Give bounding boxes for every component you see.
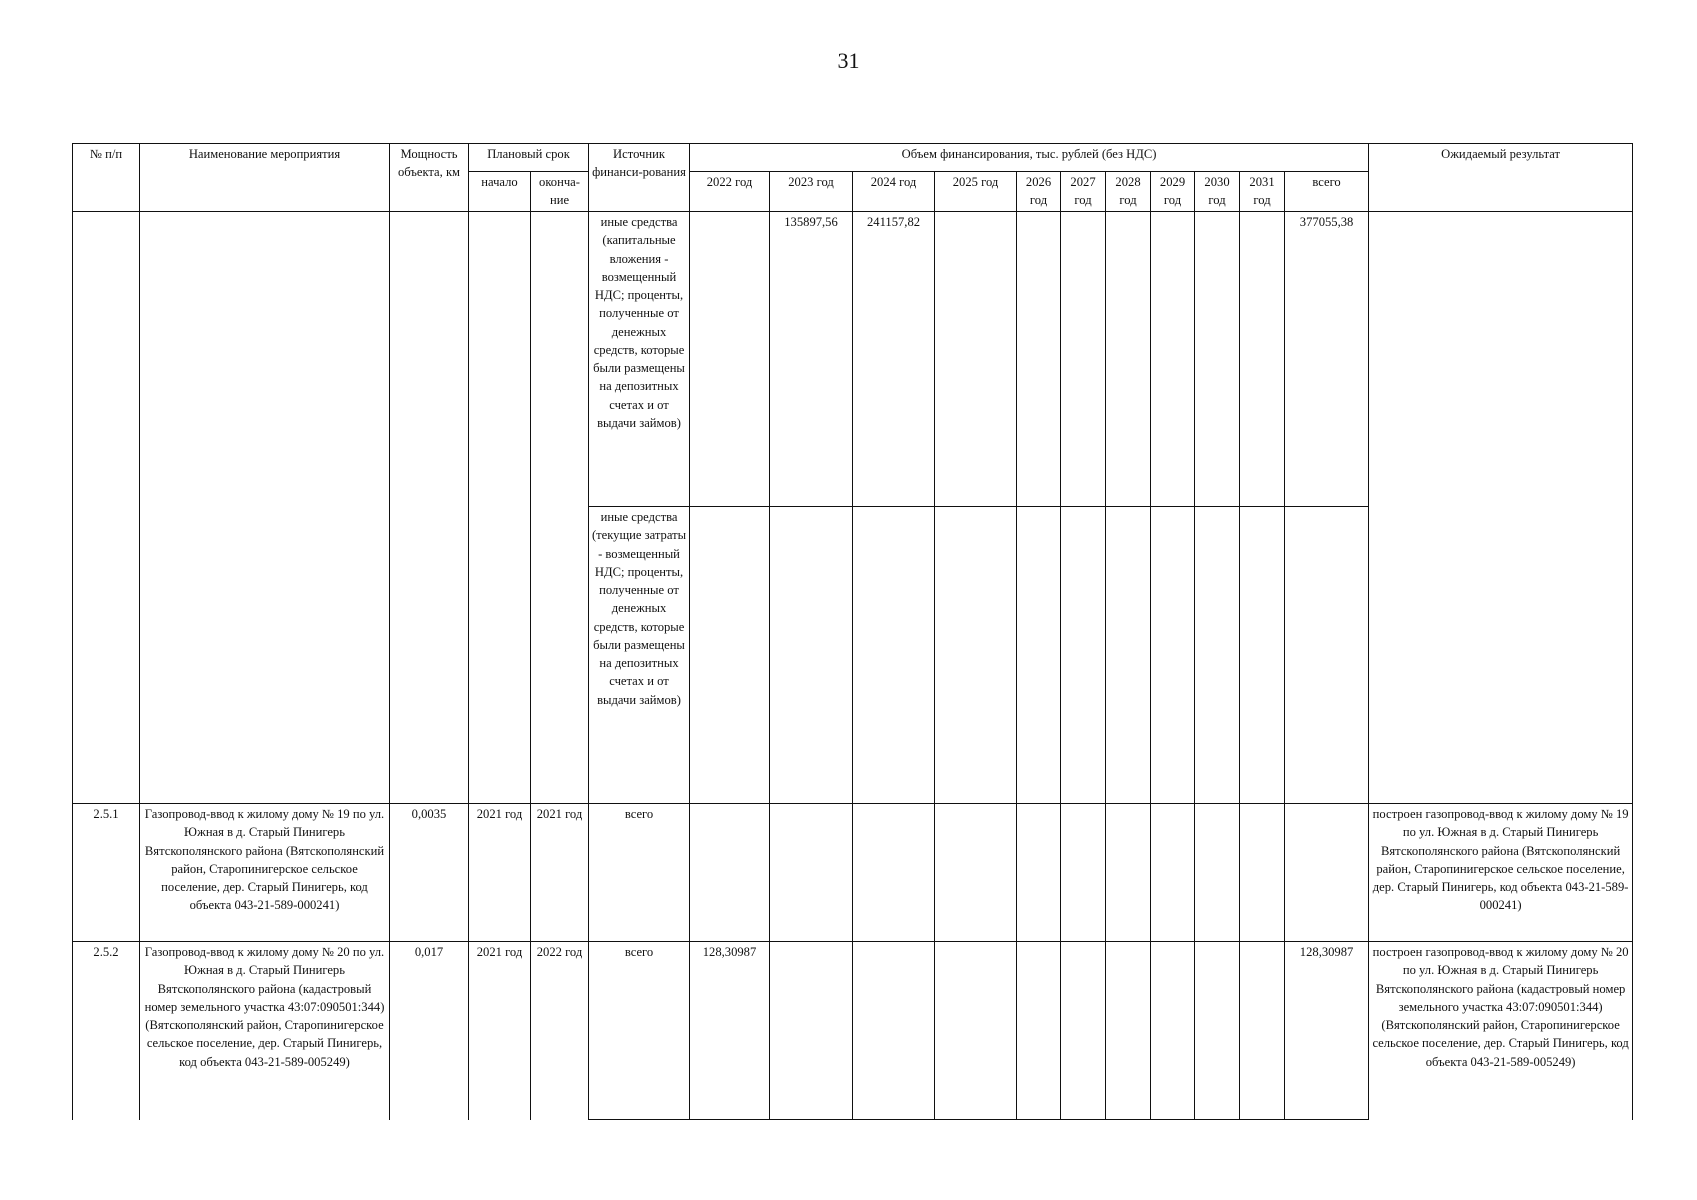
value-cell xyxy=(1017,942,1061,1120)
table-cell xyxy=(1369,212,1633,804)
table-row xyxy=(73,942,1633,1120)
source-cell: иные средства (капитальные вложения - возмещенный НДС; проценты, полученные от денежных средств, которые были размещены на депозитных счетах и от выдачи займов) xyxy=(589,212,690,507)
funding-table xyxy=(72,143,1633,1120)
value-cell xyxy=(1061,212,1106,507)
value-cell xyxy=(690,212,770,507)
header-name: Наименование мероприятия xyxy=(140,144,390,212)
value-cell xyxy=(1151,212,1195,507)
item-capacity: 0,017 xyxy=(390,942,469,1120)
value-cell xyxy=(770,942,853,1120)
header-year: 2026 год xyxy=(1017,172,1061,212)
item-start: 2021 год xyxy=(469,942,531,1120)
header-year: 2022 год xyxy=(690,172,770,212)
total-cell: 128,30987 xyxy=(1285,942,1369,1120)
source-cell: иные средства (текущие затраты - возмещенный НДС; проценты, полученные от денежных средств, которые были размещены на депозитных счетах и от выдачи займов) xyxy=(589,507,690,804)
header-year: 2025 год xyxy=(935,172,1017,212)
value-cell xyxy=(1151,507,1195,804)
value-cell xyxy=(1106,212,1151,507)
item-number: 2.5.2 xyxy=(73,942,140,1120)
value-cell xyxy=(1106,804,1151,942)
value-cell xyxy=(1240,942,1285,1120)
value-cell: 128,30987 xyxy=(690,942,770,1120)
value-cell xyxy=(935,507,1017,804)
value-cell xyxy=(853,804,935,942)
table-row xyxy=(73,804,1633,942)
value-cell xyxy=(1195,942,1240,1120)
value-cell xyxy=(935,942,1017,1120)
item-name: Газопровод-ввод к жилому дому № 19 по ул. Южная в д. Старый Пинигерь Вятскополянского района (Вятскополянский район, Старопинигерское сельское поселение, дер. Старый Пинигерь, код объекта 043-21-589-000241) xyxy=(140,804,390,942)
header-total: всего xyxy=(1285,172,1369,212)
header-year: 2023 год xyxy=(770,172,853,212)
header-term: Плановый срок xyxy=(469,144,589,172)
header-year: 2024 год xyxy=(853,172,935,212)
value-cell xyxy=(1061,942,1106,1120)
table-cell xyxy=(469,212,531,804)
header-result: Ожидаемый результат xyxy=(1369,144,1633,212)
header-year: 2030 год xyxy=(1195,172,1240,212)
table-cell xyxy=(73,212,140,804)
value-cell: 241157,82 xyxy=(853,212,935,507)
value-cell xyxy=(1240,804,1285,942)
value-cell xyxy=(853,507,935,804)
value-cell xyxy=(690,507,770,804)
header-term-start: начало xyxy=(469,172,531,212)
total-cell: 377055,38 xyxy=(1285,212,1369,507)
header-capacity: Мощность объекта, км xyxy=(390,144,469,212)
table-cell xyxy=(531,212,589,804)
item-start: 2021 год xyxy=(469,804,531,942)
item-result: построен газопровод-ввод к жилому дому № 20 по ул. Южная в д. Старый Пинигерь Вятскополянского района (кадастровый номер земельного участка 43:07:090501:344) (Вятскополянский район, Старопинигерское сельское поселение, дер. Старый Пинигерь, код объекта 043-21-589-005249) xyxy=(1369,942,1633,1120)
table-cell xyxy=(140,212,390,804)
header-year: 2029 год xyxy=(1151,172,1195,212)
header-term-end: оконча-ние xyxy=(531,172,589,212)
item-name: Газопровод-ввод к жилому дому № 20 по ул. Южная в д. Старый Пинигерь Вятскополянского района (кадастровый номер земельного участка 43:07:090501:344) (Вятскополянский район, Старопинигерское сельское поселение, дер. Старый Пинигерь, код объекта 043-21-589-005249) xyxy=(140,942,390,1120)
value-cell xyxy=(935,212,1017,507)
header-source: Источник финанси-рования xyxy=(589,144,690,212)
value-cell xyxy=(1195,212,1240,507)
value-cell xyxy=(1106,942,1151,1120)
header-funding: Объем финансирования, тыс. рублей (без НДС) xyxy=(690,144,1369,172)
value-cell xyxy=(1195,804,1240,942)
item-end: 2021 год xyxy=(531,804,589,942)
header-year: 2031 год xyxy=(1240,172,1285,212)
value-cell xyxy=(770,804,853,942)
value-cell xyxy=(935,804,1017,942)
value-cell xyxy=(1017,804,1061,942)
value-cell xyxy=(1151,804,1195,942)
value-cell xyxy=(853,942,935,1120)
value-cell xyxy=(1240,507,1285,804)
header-num: № п/п xyxy=(73,144,140,212)
source-cell: всего xyxy=(589,804,690,942)
page-number: 31 xyxy=(837,48,860,73)
value-cell xyxy=(1061,804,1106,942)
item-result: построен газопровод-ввод к жилому дому № 19 по ул. Южная в д. Старый Пинигерь Вятскополянского района (Вятскополянский район, Старопинигерское сельское поселение, дер. Старый Пинигерь, код объекта 043-21-589-000241) xyxy=(1369,804,1633,942)
value-cell xyxy=(1017,507,1061,804)
value-cell xyxy=(1151,942,1195,1120)
source-cell: всего xyxy=(589,942,690,1120)
header-year: 2028 год xyxy=(1106,172,1151,212)
item-capacity: 0,0035 xyxy=(390,804,469,942)
item-number: 2.5.1 xyxy=(73,804,140,942)
value-cell xyxy=(1106,507,1151,804)
total-cell xyxy=(1285,507,1369,804)
value-cell xyxy=(1061,507,1106,804)
value-cell xyxy=(1017,212,1061,507)
table-cell xyxy=(390,212,469,804)
header-year: 2027 год xyxy=(1061,172,1106,212)
total-cell xyxy=(1285,804,1369,942)
value-cell xyxy=(690,804,770,942)
value-cell: 135897,56 xyxy=(770,212,853,507)
value-cell xyxy=(1240,212,1285,507)
value-cell xyxy=(1195,507,1240,804)
item-end: 2022 год xyxy=(531,942,589,1120)
value-cell xyxy=(770,507,853,804)
